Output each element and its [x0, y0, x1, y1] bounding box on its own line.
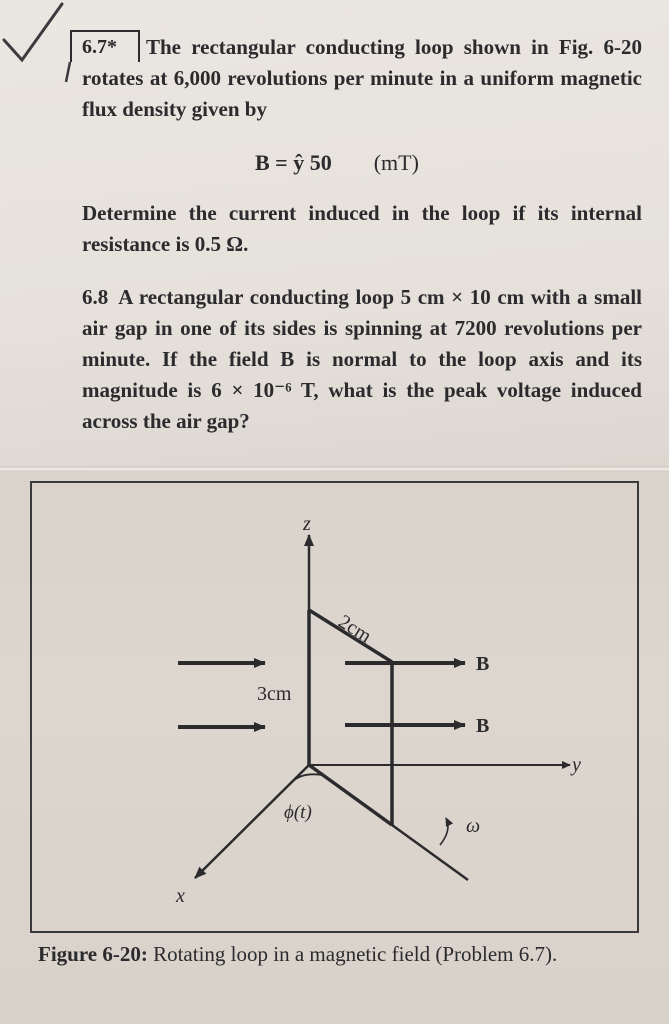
figure-caption: [38, 938, 630, 970]
field-B-label-bottom: B: [476, 715, 490, 737]
problem-6-8-number: 6.8: [82, 285, 109, 309]
phi-arc: [292, 774, 322, 782]
equation-unit: (mT): [373, 150, 419, 175]
caption-label: Figure 6-20:: [38, 942, 148, 966]
axis-y-label: y: [572, 754, 581, 776]
problem-6-7-question: Determine the current induced in the loop if its internal resistance is 0.5 Ω.: [82, 201, 642, 256]
problem-6-7-text: The rectangular conducting loop shown in Fig. 6-20 rotates at 6,000 revolutions per minute in a uniform magnetic flux density given by: [82, 35, 642, 121]
dimension-3cm-label: 3cm: [257, 683, 292, 705]
axis-x-label: x: [176, 885, 185, 907]
omega-arc: [440, 818, 448, 845]
problem-6-7-number: 6.7*: [70, 30, 140, 62]
phi-label: ϕ(t): [284, 802, 312, 823]
omega-label: ω: [466, 815, 481, 837]
loop-plane-extension: [392, 825, 468, 880]
equation-lhs: B = ŷ 50: [255, 150, 332, 175]
caption-text: Rotating loop in a magnetic field (Problem 6.7).: [153, 942, 558, 966]
problem-6-8-text: A rectangular conducting loop 5 cm × 10 cm with a small air gap in one of its sides is spinning at 7200 revolutions per minute. If the field B is normal to the loop axis and its magnitude is 6 × 10⁻⁶ T, what is the peak voltage induced across the air gap?: [82, 285, 642, 433]
dimension-2cm-label: 2cm: [334, 610, 376, 648]
field-B-label-top: B: [476, 653, 490, 675]
axis-z-label: z: [303, 513, 311, 535]
loop-bottom-edge: [309, 765, 392, 825]
